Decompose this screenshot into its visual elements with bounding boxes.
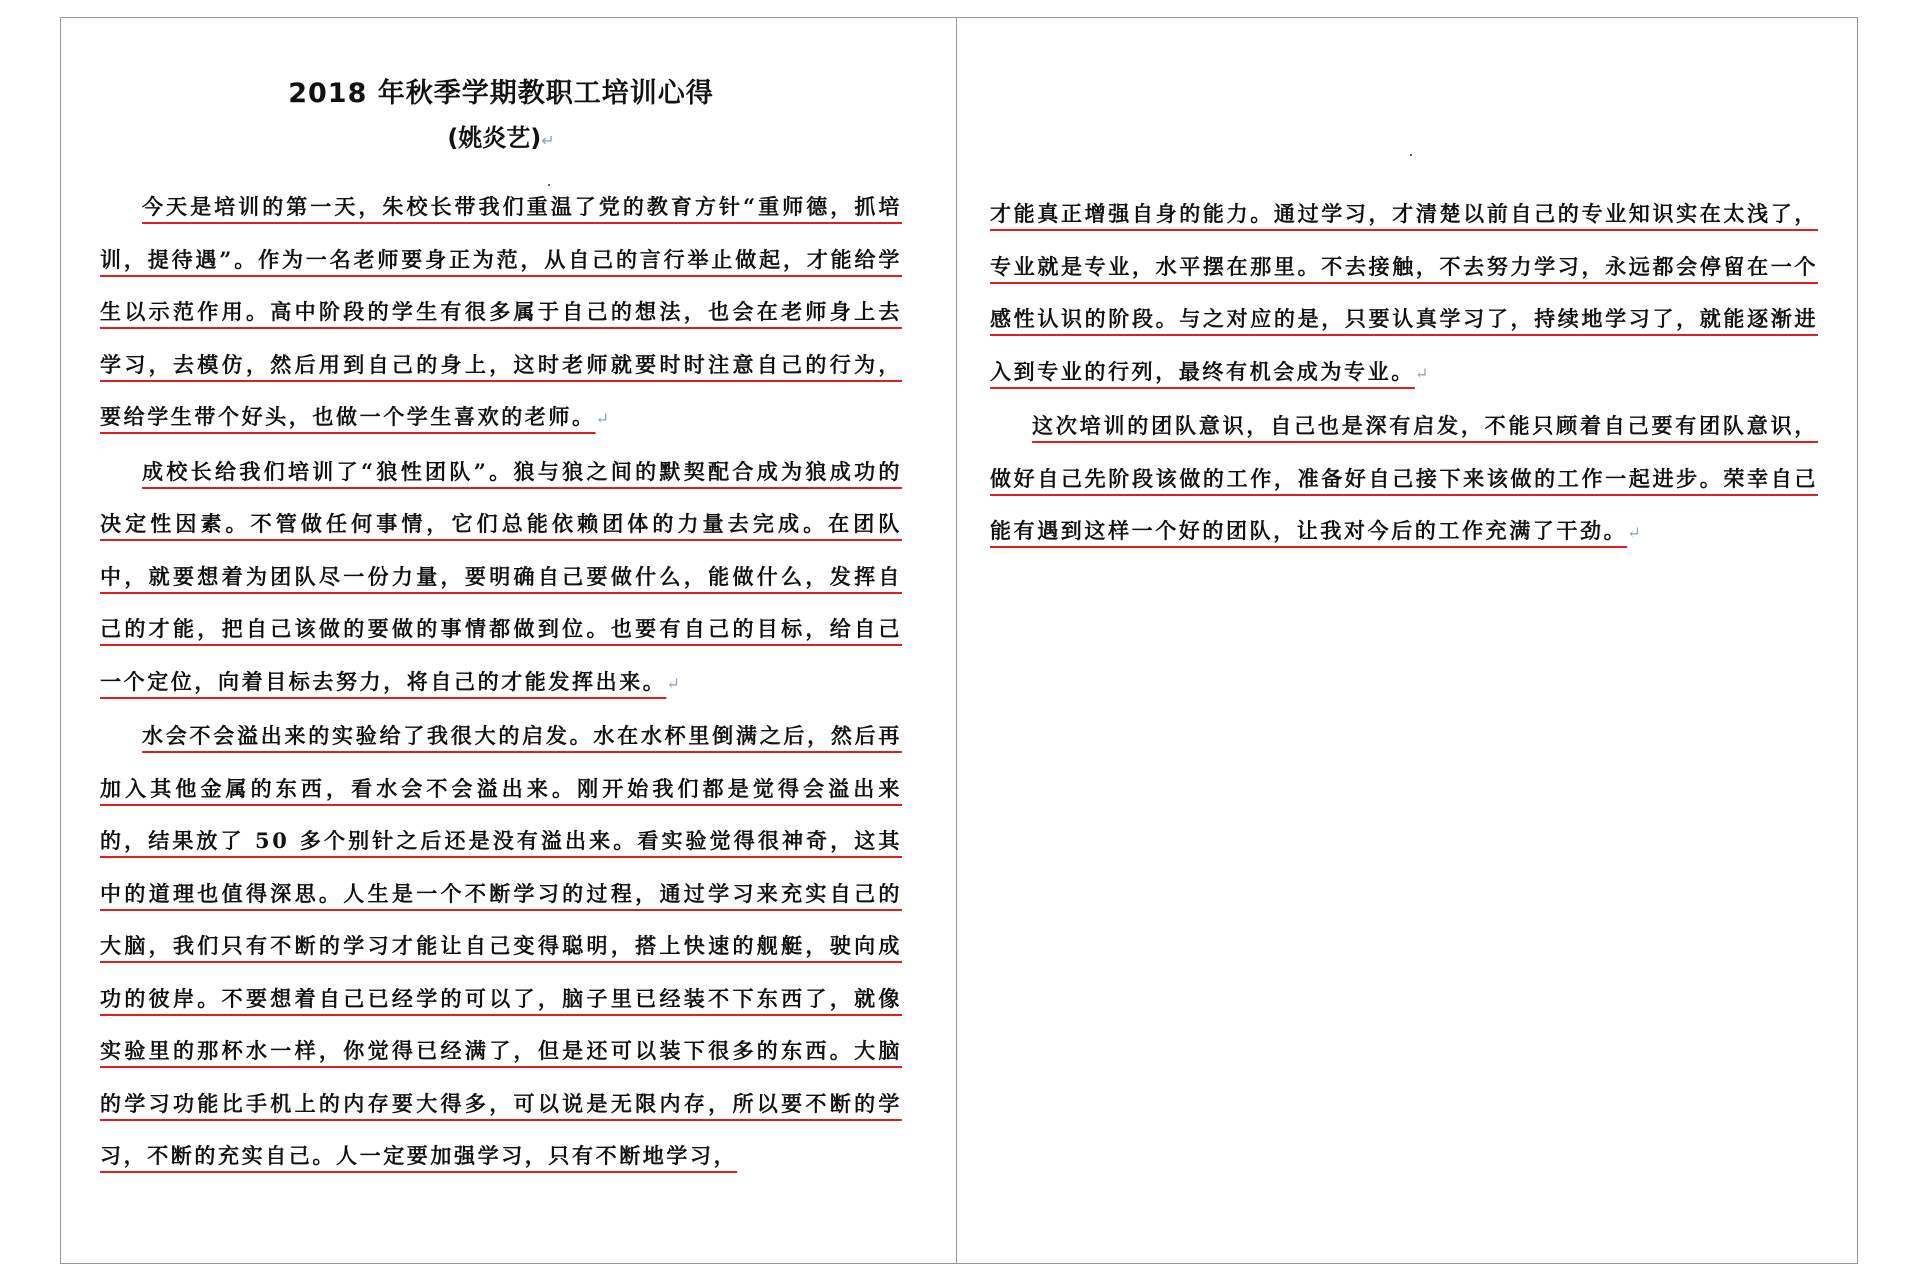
paragraph-2-text: 成校长给我们培训了“狼性团队”。狼与狼之间的默契配合成为狼成功的决定性因素。不管做任何事情，它们总能依赖团体的力量去完成。在团队中，就要想着为团队尽一份力量，要明确自己要做什么，能做什么，发挥自己的才能，把自己该做的要做的事情都做到位。也要有自己的目标，给自己一个定位，向着目标去努力，将自己的才能发挥出来。 — [100, 458, 902, 694]
paragraph-mark-icon: ↵ — [541, 131, 555, 150]
author-name: (姚炎艺) — [447, 124, 542, 152]
paragraph-3-text: 水会不会溢出来的实验给了我很大的启发。水在水杯里倒满之后，然后再加入其他金属的东西，看水会不会溢出来。刚开始我们都是觉得会溢出来的，结果放了 50 多个别针之后还是没有溢出来。看实验觉得很神奇，这其中的道理也值得深思。人生是一个不断学习的过程，通过学习来充实自己的大脑，我们只有不断的学习才能让自己变得聪明，搭上快速的舰艇，驶向成功的彼岸。不要想着自己已经学的可以了，脑子里已经装不下东西了，就像实验里的那杯水一样，你觉得已经满了，但是还可以装下很多的东西。大脑的学习功能比手机上的内存要大得多，可以说是无限内存，所以要不断的学习，不断的充实自己。人一定要加强学习，只有不断地学习， — [100, 723, 902, 1168]
paragraph-mark-icon: ↵ — [595, 409, 612, 428]
right-page — [990, 188, 1818, 560]
left-page — [100, 64, 902, 1183]
paragraph-mark-icon: ↵ — [1627, 523, 1644, 542]
document-author — [100, 116, 902, 163]
paragraph-3-continued[interactable] — [990, 188, 1818, 400]
cursor-dot — [1410, 154, 1412, 156]
paragraph-1-text: 今天是培训的第一天，朱校长带我们重温了党的教育方针“重师德，抓培训，提待遇”。作为一名老师要身正为范，从自己的言行举止做起，才能给学生以示范作用。高中阶段的学生有很多属于自己的想法，也会在老师身上去学习，去模仿，然后用到自己的身上，这时老师就要时时注意自己的行为，要给学生带个好头，也做一个学生喜欢的老师。 — [100, 194, 902, 429]
paragraph-4[interactable] — [990, 400, 1818, 560]
paragraph-mark-icon: ↵ — [666, 673, 683, 693]
paragraph-4-text: 这次培训的团队意识，自己也是深有启发，不能只顾着自己要有团队意识，做好自己先阶段该做的工作，准备好自己接下来该做的工作一起进步。荣幸自己能有遇到这样一个好的团队，让我对今后的工作充满了干劲。 — [990, 413, 1818, 543]
paragraph-1[interactable] — [100, 181, 902, 446]
paragraph-3[interactable] — [100, 710, 902, 1183]
cursor-dot — [548, 184, 550, 186]
document-title: 2018 年秋季学期教职工培训心得 — [288, 78, 714, 109]
page-divider — [956, 17, 957, 1264]
paragraph-3-continued-text: 才能真正增强自身的能力。通过学习，才清楚以前自己的专业知识实在太浅了，专业就是专业，水平摆在那里。不去接触，不去努力学习，永远都会停留在一个感性认识的阶段。与之对应的是，只要认真学习了，持续地学习了，就能逐渐进入到专业的行列，最终有机会成为专业。 — [990, 201, 1818, 384]
paragraph-mark-icon: ↵ — [1414, 363, 1431, 383]
paragraph-2[interactable] — [100, 446, 902, 711]
